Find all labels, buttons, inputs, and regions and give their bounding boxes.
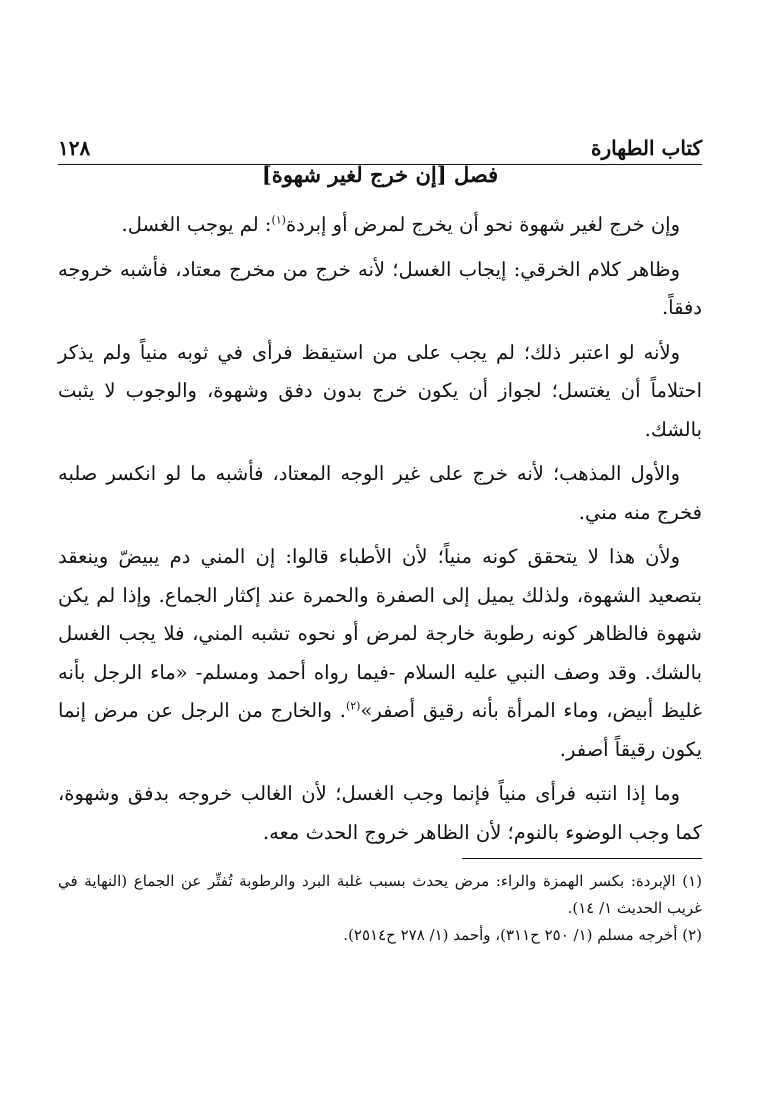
paragraph: والأول المذهب؛ لأنه خرج على غير الوجه المعتاد، فأشبه ما لو انكسر صلبه فخرج منه مني.	[58, 462, 702, 524]
footnote: (١) الإبردة: بكسر الهمزة والراء: مرض يحدث بسبب غلبة البرد والرطوبة تُفتِّر عن الجماع (النهاية في غريب الحديث ١/ ١٤).	[58, 872, 702, 917]
paragraph: ولأن هذا لا يتحقق كونه منياً؛ لأن الأطباء قالوا: إن المني دم يبيضّ وينعقد بتصعيد الشهوة، ولذلك يميل إلى الصفرة والحمرة عند إكثار الجماع. وإذا لم يكن شهوة فالظاهر كونه رطوبة خارجة لمرض أو نحوه تشبه المني، فلا يجب الغسل بالشك. وقد وصف النبي عليه السلام -فيما رواه أحمد ومسلم- «ماء الرجل بأنه غليظ أبيض، وماء المرأة بأنه رقيق أصفر»$^{(٢)}$. والخارج من الرجل عن مرض إنما يكون رقيقاً أصفر.	[58, 545, 702, 761]
footnote-ref: (٢)	[345, 699, 361, 713]
running-header	[58, 130, 702, 165]
paragraph: ولأنه لو اعتبر ذلك؛ لم يجب على من استيقظ فرأى في ثوبه منياً ولم يذكر احتلاماً أن يغتسل؛ لجواز أن يكون خرج بدون دفق وشهوة، والوجوب لا يثبت بالشك.	[58, 340, 702, 441]
body-text	[58, 206, 702, 858]
paragraph: وظاهر كلام الخرقي: إيجاب الغسل؛ لأنه خرج من مخرج معتاد، فأشبه خروجه دفقاً.	[58, 257, 702, 319]
chapter-title: كتاب الطهارة	[591, 136, 702, 160]
section-heading: فصل [إن خرج لغير شهوة]	[261, 162, 499, 187]
footnote-divider	[462, 858, 702, 859]
page-number: ١٢٨	[58, 136, 91, 160]
paragraph: وإن خرج لغير شهوة نحو أن يخرج لمرض أو إبردة$^{(١)}$: لم يوجب الغسل.	[121, 213, 680, 236]
footnote-ref: (١)	[271, 213, 286, 227]
paragraph: وما إذا انتبه فرأى منياً فإنما وجب الغسل؛ لأن الغالب خروجه بدفق وشهوة، كما وجب الوضوء بالنوم؛ لأن الظاهر خروج الحدث معه.	[58, 782, 702, 844]
footnote: (٢) أخرجه مسلم (١/ ٢٥٠ ح٣١١)، وأحمد (١/ ٢٧٨ ح٢٥١٤).	[343, 926, 702, 944]
footnotes	[58, 868, 702, 949]
